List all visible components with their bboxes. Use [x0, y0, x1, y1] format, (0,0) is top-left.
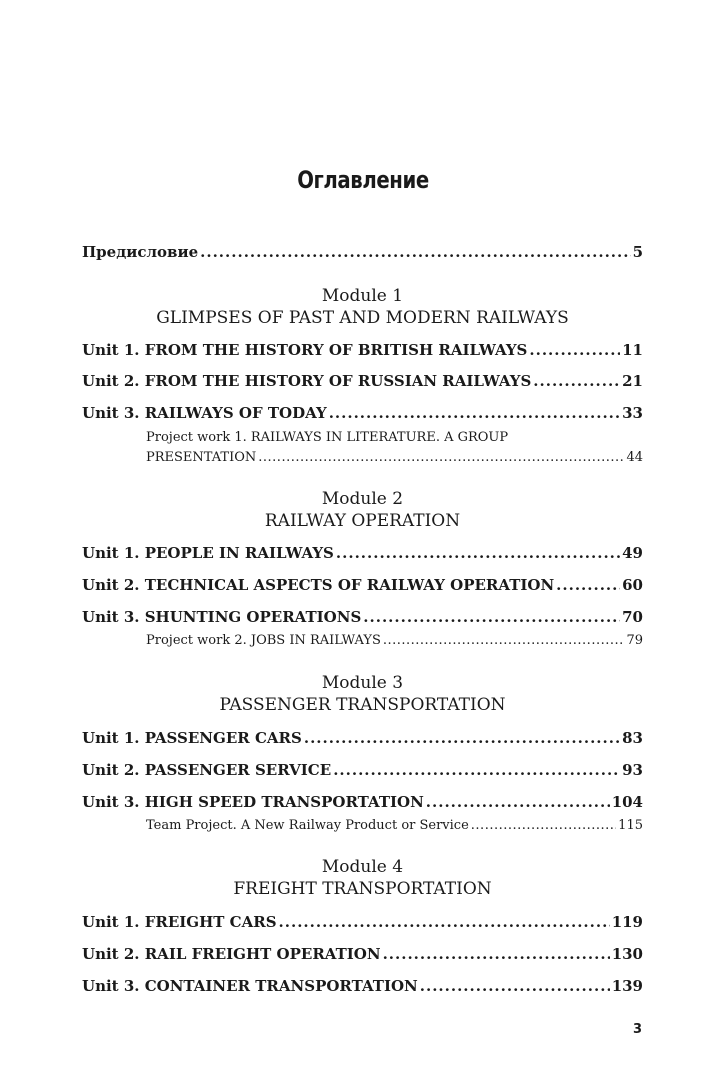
- toc-entry[interactable]: [82, 576, 643, 594]
- toc-entry[interactable]: [82, 372, 643, 390]
- module-number: Module 3: [321, 673, 404, 693]
- subentry-label-line1: Project work 1. RAILWAYS IN LITERATURE. A GROUP: [146, 430, 509, 445]
- entry-label: Unit 2. FROM THE HISTORY OF RUSSIAN RAILWAYS: [82, 372, 532, 390]
- entry-label: Unit 1. FROM THE HISTORY OF BRITISH RAILWAYS: [82, 341, 528, 359]
- module-heading: [82, 285, 643, 329]
- entry-label: Unit 3. SHUNTING OPERATIONS: [82, 608, 362, 626]
- dot-leader: [471, 816, 616, 836]
- subentry-label: Project work 2. JOBS IN RAILWAYS: [146, 633, 381, 648]
- dot-leader: [329, 404, 620, 422]
- entry-page: 139: [611, 977, 643, 995]
- toc-entry[interactable]: [82, 544, 643, 562]
- entry-label: Unit 1. PEOPLE IN RAILWAYS: [82, 544, 334, 562]
- page-number: 3: [633, 1022, 643, 1037]
- module-number: Module 4: [321, 857, 404, 877]
- entry-label: Unit 1. FREIGHT CARS: [82, 913, 277, 931]
- toc-entry[interactable]: [82, 341, 643, 359]
- entry-page: 11: [622, 341, 643, 359]
- module-name: GLIMPSES OF PAST AND MODERN RAILWAYS: [156, 308, 569, 328]
- dot-leader: [200, 243, 630, 261]
- toc-subentry[interactable]: [146, 816, 643, 836]
- subentry-page: 79: [626, 633, 643, 648]
- module-name: FREIGHT TRANSPORTATION: [233, 879, 492, 899]
- dot-leader: [556, 576, 620, 594]
- dot-leader: [383, 631, 625, 651]
- entry-label: Unit 1. PASSENGER CARS: [82, 729, 302, 747]
- dot-leader: [304, 729, 620, 747]
- toc-entry[interactable]: [82, 404, 643, 422]
- dot-leader: [279, 913, 610, 931]
- dot-leader: [426, 793, 610, 811]
- entry-page: 119: [611, 913, 643, 931]
- toc-entry[interactable]: [82, 977, 643, 995]
- toc-entry[interactable]: [82, 793, 643, 811]
- entry-page: 93: [622, 761, 643, 779]
- toc-entry[interactable]: [82, 761, 643, 779]
- entry-label: Unit 2. RAIL FREIGHT OPERATION: [82, 945, 381, 963]
- page-title: Оглавление: [297, 166, 429, 194]
- dot-leader: [529, 341, 620, 359]
- toc-entry[interactable]: [82, 913, 643, 931]
- entry-label: Unit 3. CONTAINER TRANSPORTATION: [82, 977, 418, 995]
- dot-leader: [420, 977, 610, 995]
- subentry-label: Team Project. A New Railway Product or Service: [146, 818, 469, 833]
- toc-subentry[interactable]: [146, 631, 643, 651]
- subentry-page: 44: [626, 450, 643, 465]
- entry-page: 83: [622, 729, 643, 747]
- module-name: RAILWAY OPERATION: [264, 511, 461, 531]
- dot-leader: [258, 448, 624, 468]
- entry-label: Unit 3. HIGH SPEED TRANSPORTATION: [82, 793, 424, 811]
- module-number: Module 1: [321, 286, 404, 306]
- toc-entry[interactable]: [82, 608, 643, 626]
- entry-label: Unit 2. PASSENGER SERVICE: [82, 761, 332, 779]
- module-heading: [82, 856, 643, 900]
- module-name: PASSENGER TRANSPORTATION: [219, 695, 506, 715]
- dot-leader: [533, 372, 620, 390]
- entry-page: 21: [622, 372, 643, 390]
- subentry-page: 115: [618, 818, 643, 833]
- entry-page: 70: [622, 608, 643, 626]
- module-number: Module 2: [321, 489, 404, 509]
- toc-entry-preface[interactable]: [82, 243, 643, 261]
- entry-label: Unit 2. TECHNICAL ASPECTS OF RAILWAY OPERATION: [82, 576, 555, 594]
- dot-leader: [333, 761, 620, 779]
- entry-page: 130: [611, 945, 643, 963]
- entry-label: Unit 3. RAILWAYS OF TODAY: [82, 404, 327, 422]
- dot-leader: [383, 945, 610, 963]
- dot-leader: [336, 544, 620, 562]
- entry-page: 60: [622, 576, 643, 594]
- entry-page: 33: [622, 404, 643, 422]
- entry-label: Предисловие: [82, 243, 199, 261]
- entry-page: 49: [622, 544, 643, 562]
- entry-page: 104: [611, 793, 643, 811]
- toc-subentry[interactable]: [146, 428, 643, 468]
- module-heading: [82, 488, 643, 532]
- toc-entry[interactable]: [82, 729, 643, 747]
- toc-entry[interactable]: [82, 945, 643, 963]
- subentry-label-line2: PRESENTATION: [146, 450, 257, 465]
- entry-page: 5: [632, 243, 643, 261]
- dot-leader: [363, 608, 620, 626]
- module-heading: [82, 672, 643, 716]
